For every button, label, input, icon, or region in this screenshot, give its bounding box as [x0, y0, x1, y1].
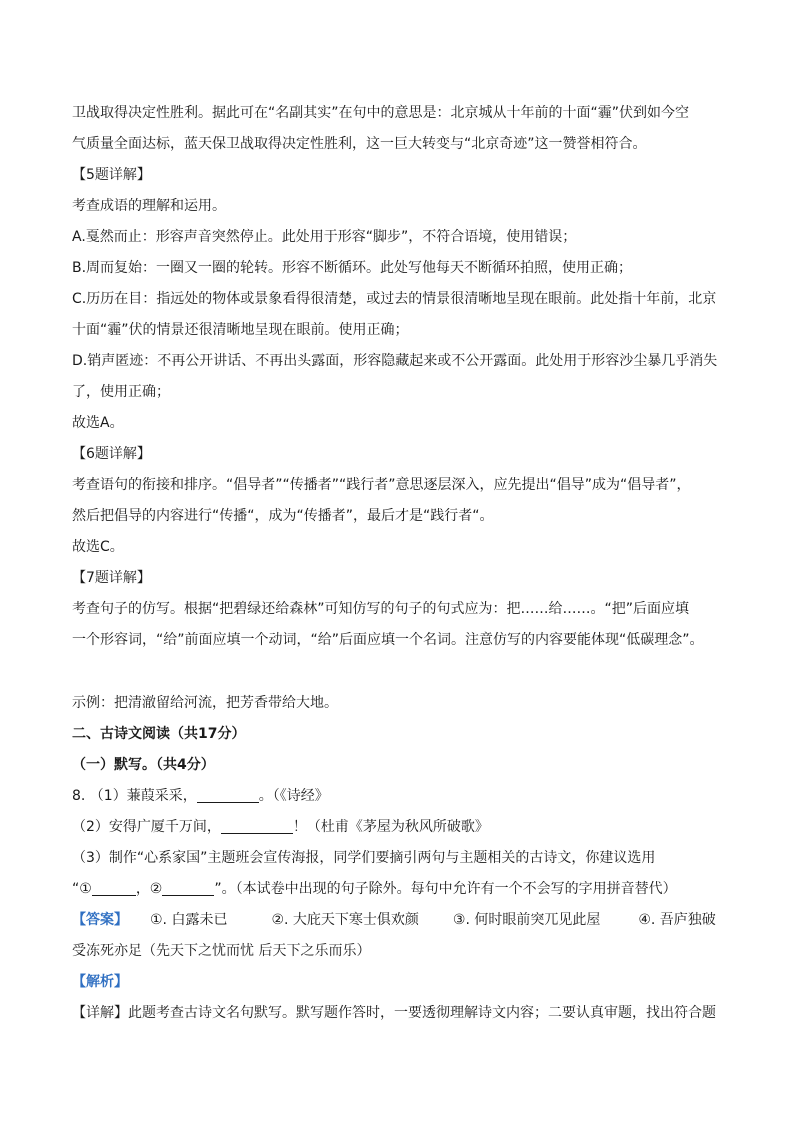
detail-label: 【详解】 [72, 1005, 128, 1021]
q8-p4-c: ”。（本试卷中出现的句子除外。每句中允许有一个不会写的字用拼音替代） [214, 881, 677, 897]
text-line: 考查句子的仿写。根据“把碧绿还给森林”可知仿写的句子的句式应为：把……给……。“把”后面应填 [72, 601, 690, 617]
analysis-label: 【解析】 [72, 974, 128, 990]
detail-text: 此题考查古诗文名句默写。默写题作答时，一要透彻理解诗文内容；二要认真审题，找出符合题 [128, 1005, 716, 1021]
answer-item-3: ③. 何时眼前突兀见此屋 [452, 912, 601, 928]
answer-blank[interactable] [162, 879, 214, 896]
question-8-part-2 [72, 812, 722, 843]
question-8-part-3: （3）制作“心系家国”主题班会宣传海报，同学们要摘引两句与主题相关的古诗文，你建议选用 [72, 850, 656, 866]
text-line: 了，使用正确； [72, 384, 170, 400]
option-b: B.周而复始：一圈又一圈的轮转。形容不断循环。此处写他每天不断循环拍照，使用正确； [72, 260, 633, 276]
q7-detail-heading: 【7题详解】 [72, 570, 151, 586]
answer-item-1: ①. 白露未已 [150, 912, 228, 928]
answer-item-2: ②. 大庇天下寒士俱欢颜 [271, 912, 419, 928]
text-line: 卫战取得决定性胜利。据此可在“名副其实”在句中的意思是：北京城从十年前的十面“霾”伏到如今空 [72, 105, 690, 121]
answer-label: 【答案】 [72, 912, 128, 928]
option-c: C.历历在目：指远处的物体或景象看得很清楚，或过去的情景很清晰地呈现在眼前。此处指十年前，北京 [72, 291, 717, 307]
answer-blank[interactable] [92, 879, 136, 896]
q8-p2-prefix: （2）安得广厦千万间， [72, 819, 221, 835]
option-a: A.戛然而止：形容声音突然停止。此处用于形容“脚步”，不符合语境，使用错误； [72, 229, 577, 245]
q6-detail-heading: 【6题详解】 [72, 446, 151, 462]
text-line: 然后把倡导的内容进行“传播“，成为“传播者”，最后才是“践行者“。 [72, 508, 494, 524]
subsection-title: （一）默写。（共4分） [72, 757, 215, 773]
option-d: D.销声匿迹：不再公开讲话、不再出头露面，形容隐藏起来或不公开露面。此处用于形容沙尘暴几乎消失 [72, 353, 718, 369]
document-page [72, 98, 722, 1029]
question-8-part-1 [72, 781, 722, 812]
q5-detail-heading: 【5题详解】 [72, 167, 151, 183]
text-line: 十面“霾”伏的情景还很清晰地呈现在眼前。使用正确； [72, 322, 409, 338]
q8-p4-a: “① [72, 881, 92, 897]
text-line: 气质量全面达标，蓝天保卫战取得决定性胜利，这一巨大转变与“北京奇迹”这一赞誉相符合。 [72, 136, 647, 152]
q8-p1-suffix: 。（《诗经》 [258, 788, 329, 804]
answer-item-4: ④. 吾庐独破 [638, 912, 716, 928]
example-line: 示例：把清澈留给河流，把芳香带给大地。 [72, 695, 338, 711]
q8-p2-suffix: ！（杜甫《茅屋为秋风所破歌》 [292, 819, 489, 835]
text-line: 一个形容词，“给”前面应填一个动词，“给”后面应填一个名词。注意仿写的内容要能体现“低碳理念”。 [72, 632, 704, 648]
text-line: 考查语句的衔接和排序。“倡导者”“传播者”“践行者”意思逐层深入，应先提出“倡导”成为“倡导者”， [72, 477, 691, 493]
answer-continuation: 受冻死亦足（先天下之忧而忧 后天下之乐而乐） [72, 943, 371, 959]
answer-choice: 故选C。 [72, 539, 124, 555]
text-line: 考查成语的理解和运用。 [72, 198, 226, 214]
answer-line [72, 905, 722, 936]
question-8-part-3-blanks [72, 874, 722, 905]
detail-line [72, 998, 722, 1029]
section-title: 二、古诗文阅读（共17分） [72, 726, 246, 742]
answer-blank[interactable] [197, 786, 259, 803]
answer-blank[interactable] [221, 817, 293, 834]
q8-p4-b: ，② [135, 881, 163, 897]
q8-p1-prefix: 8. （1）蒹葭采采， [72, 788, 197, 804]
answer-choice: 故选A。 [72, 415, 124, 431]
